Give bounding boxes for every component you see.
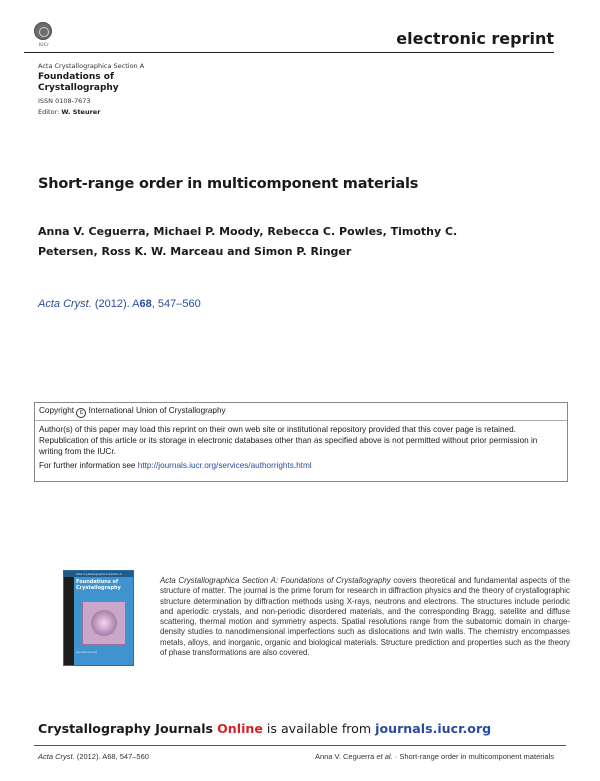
top-divider <box>24 52 554 53</box>
copyright-body: Author(s) of this paper may load this reprint on their own web site or institutional repository provided that this cover page is retained. Republication of this article or its storage in electronic databases other than as specified above is not permitted without prior permission in writing from the IUCr. <box>39 425 538 456</box>
online-part2: Online <box>217 721 263 736</box>
copyright-more-prefix: For further information see <box>39 461 136 470</box>
footer-title: · Short-range order in multicomponent materials <box>394 752 554 761</box>
journal-cover-image <box>63 570 134 666</box>
article-citation-link[interactable] <box>38 298 201 310</box>
citation-pages: , 547–560 <box>151 298 201 310</box>
journal-section: Acta Crystallographica Section A <box>38 62 145 70</box>
editor-name: W. Steurer <box>61 108 101 116</box>
copyright-line <box>35 403 567 421</box>
authors-line2: Petersen, Ross K. W. Marceau and Simon P. Ringer <box>38 245 352 258</box>
footer-etal: et al. <box>376 752 393 761</box>
online-banner <box>38 721 491 736</box>
copyright-holder: International Union of Crystallography <box>88 406 226 415</box>
citation-volume: 68 <box>139 298 152 310</box>
description-journal: Acta Crystallographica Section A: Foundations of Crystallography <box>160 576 391 585</box>
copyright-prefix: Copyright <box>39 406 75 415</box>
journal-name-line2: Crystallography <box>38 82 119 93</box>
online-part1: Crystallography Journals <box>38 721 214 736</box>
journals-iucr-link[interactable]: journals.iucr.org <box>375 721 492 736</box>
footer-citation <box>38 752 149 761</box>
copyright-icon: c <box>76 408 86 418</box>
journal-description <box>160 576 570 658</box>
citation-year: (2012). <box>94 298 130 310</box>
copyright-more <box>39 460 563 471</box>
journal-name-line1: Foundations of <box>38 71 114 82</box>
cover-footer: journals.iucr.org <box>76 651 97 654</box>
citation-section: A <box>132 298 140 310</box>
journal-issn: ISSN 0108-7673 <box>38 96 91 105</box>
authors-line1: Anna V. Ceguerra, Michael P. Moody, Rebecca C. Powles, Timothy C. <box>38 225 458 238</box>
footer-author: Anna V. Ceguerra <box>314 752 375 761</box>
iucr-logo-text: IUCr <box>38 43 50 48</box>
iucr-logo <box>24 22 64 54</box>
cover-section: Acta Crystallographica Section A <box>76 572 122 576</box>
journal-info <box>38 61 144 118</box>
footer-journal: Acta Cryst. <box>38 752 75 761</box>
cover-artwork <box>82 601 126 645</box>
iucr-logo-emblem-icon <box>34 22 52 40</box>
cover-spine <box>64 571 74 666</box>
author-rights-link[interactable]: http://journals.iucr.org/services/authorrights.html <box>137 461 312 470</box>
footer-ref: (2012). A68, 547–560 <box>76 752 149 761</box>
description-text: covers theoretical and fundamental aspects of the structure of matter. The journal is the prime forum for research in diffraction physics and the theory of crystallographic structure determination by diffraction methods using X-rays, neutrons and electrons. The structures include periodic and aperiodic crystals, and non-periodic disordered materials, and the corresponding Bragg, satellite and diffuse scattering, thermal motion and symmetry aspects. Spatial resolutions range from the subatomic domain in charge-density studies to nanodimensional imperfections such as dislocations and twin walls. The chemistry encompasses metals, alloys, and inorganic, organic and biological materials. Structure prediction and properties such as the theory of phase transformations are also covered. <box>160 576 570 658</box>
editor-label: Editor: <box>38 108 60 116</box>
bottom-divider <box>34 745 566 746</box>
electronic-reprint-heading: electronic reprint <box>396 29 554 48</box>
footer-running-title <box>315 752 554 761</box>
cover-artwork-figure <box>91 610 117 636</box>
article-title: Short-range order in multicomponent materials <box>38 176 419 192</box>
copyright-notice <box>34 402 568 482</box>
journal-editor <box>38 107 144 118</box>
citation-journal: Acta Cryst. <box>38 298 92 310</box>
cover-journal-name: Foundations of Crystallography <box>76 579 121 591</box>
online-part3: is available from <box>266 721 372 736</box>
article-authors <box>38 222 498 262</box>
